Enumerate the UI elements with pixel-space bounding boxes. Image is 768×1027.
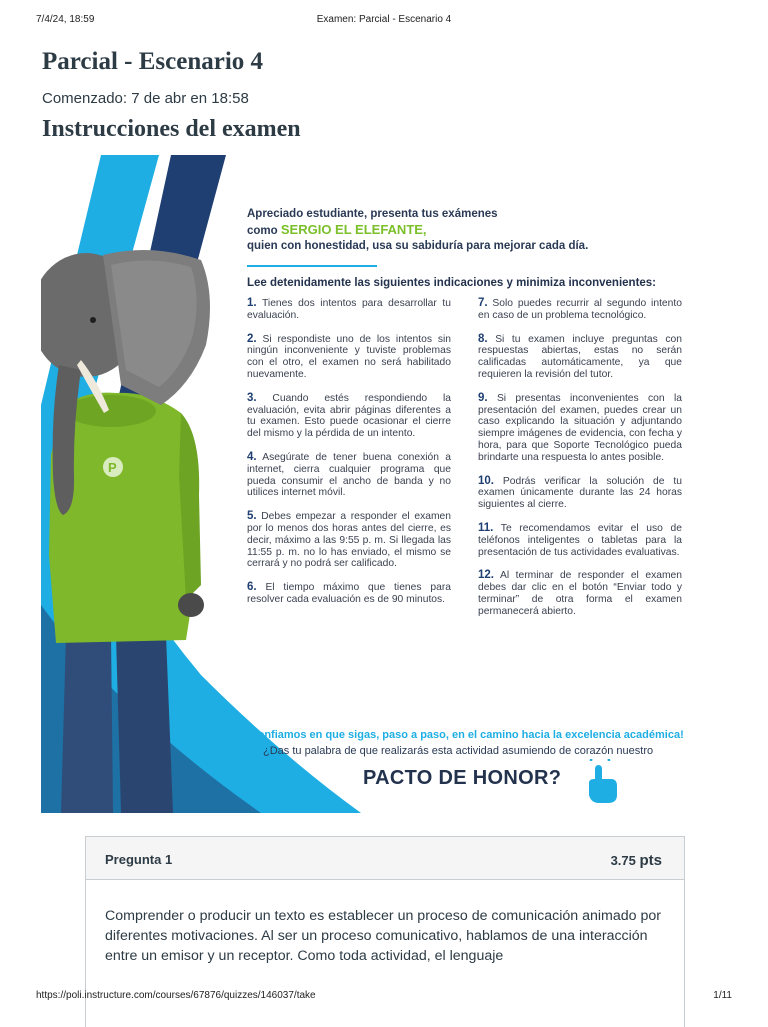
- rule-text: Te recomendamos evitar el uso de teléfonos inteligentes o tabletas para la presentación de tus actividades evaluativas.: [478, 522, 682, 558]
- rule-text: Al terminar de responder el examen debes dar clic en el botón “Enviar todo y terminar” de otra forma el examen permanecerá abierto.: [478, 570, 682, 617]
- rule-text: Podrás verificar la solución de tu examen únicamente durante las 24 horas siguientes al cierre.: [478, 475, 682, 511]
- rule-number: 12.: [478, 569, 494, 582]
- honor-pact-title: PACTO DE HONOR?: [363, 767, 562, 789]
- rule-text: Si presentas inconvenientes con la presentación del examen, puedes crear un caso explicando la situación y adjuntando siempre imágenes de evidencia, con fecha y hora, para que Soporte Tecnológico pueda brindarte una respuesta lo antes posible.: [478, 392, 682, 463]
- instructions-banner: [41, 155, 703, 813]
- svg-text:P: P: [108, 460, 117, 475]
- rule-number: 2.: [247, 332, 257, 345]
- rule-number: 5.: [247, 510, 257, 523]
- points-unit: pts: [639, 852, 662, 869]
- rule-number: 7.: [478, 297, 488, 309]
- greeting-como: como: [247, 225, 278, 237]
- print-datetime: 7/4/24, 18:59: [36, 14, 95, 25]
- rule-item: [247, 582, 451, 606]
- rule-number: 3.: [247, 391, 257, 404]
- closing-message: ¡Confiamos en que sigas, paso a paso, en el camino hacia la excelencia académica!: [246, 729, 684, 741]
- rule-item: [478, 334, 682, 381]
- honor-question: ¿Das tu palabra de que realizarás esta actividad asumiendo de corazón nuestro: [263, 745, 654, 757]
- print-doc-title: Examen: Parcial - Escenario 4: [316, 14, 452, 25]
- rule-item: [247, 393, 451, 440]
- rule-item: [247, 334, 451, 381]
- rule-number: 1.: [247, 297, 257, 309]
- started-timestamp: Comenzado: 7 de abr en 18:58: [42, 90, 249, 107]
- question-name: Pregunta 1: [105, 852, 173, 867]
- greeting-block: [247, 207, 667, 254]
- page-title: Parcial - Escenario 4: [42, 48, 264, 75]
- rule-text: El tiempo máximo que tienes para resolver cada evaluación es de 90 minutos.: [247, 582, 451, 605]
- rule-item: [478, 523, 682, 558]
- rule-text: Asegúrate de tener buena conexión a internet, cierra cualquier programa que pueda consumir el ancho de banda y no utilices internet móvil.: [247, 451, 451, 499]
- rule-text: Cuando estés respondiendo la evaluación, evita abrir páginas diferentes a tu examen. Esto puede ocasionar el cierre del mismo y la pérdida de un intento.: [247, 392, 451, 440]
- rule-item: [478, 476, 682, 511]
- rule-item: [247, 298, 451, 322]
- rule-text: Si respondiste uno de los intentos sin ningún inconveniente y tuviste problemas con el otro, el examen no será habilitado nuevamente.: [247, 333, 451, 380]
- question-text: Comprender o producir un texto es establecer un proceso de comunicación animado por diferentes motivaciones. Al ser un proceso comunicativo, hablamos de una interacción entre un emisor y un receptor. Como toda actividad, el lenguaje: [105, 908, 661, 964]
- rule-number: 11.: [478, 521, 494, 534]
- print-page-number: 1/11: [713, 990, 732, 1001]
- rule-number: 6.: [247, 581, 257, 594]
- question-points: [611, 852, 662, 869]
- print-header: [36, 14, 732, 28]
- question-header: [86, 837, 684, 880]
- instructions-title: Instrucciones del examen: [42, 116, 301, 142]
- rule-text: Debes empezar a responder el examen por lo menos dos horas antes del cierre, es decir, máximo a las 9:55 p. m. Si llegada las 11:55 p. m. no lo has enviado, el mismo se cerrará y no podrá ser calificado.: [247, 511, 451, 570]
- rules-column-right: [478, 298, 682, 630]
- instructions-heading: Lee detenidamente las siguientes indicaciones y minimiza inconvenientes:: [247, 277, 657, 289]
- divider-bar: [247, 265, 377, 267]
- rule-text: Si tu examen incluye preguntas con respuestas abiertas, estas no serán calificadas automáticamente, ya que requieren la revisión del tutor.: [478, 333, 682, 380]
- rule-item: [478, 570, 682, 617]
- rule-text: Tienes dos intentos para desarrollar tu evaluación.: [247, 298, 451, 321]
- rule-item: [478, 393, 682, 464]
- rule-number: 9.: [478, 391, 488, 404]
- greeting-highlight: SERGIO EL ELEFANTE,: [280, 222, 427, 237]
- pointing-hand-icon: [581, 759, 621, 805]
- rule-item: [478, 298, 682, 322]
- rules-column-left: [247, 298, 451, 618]
- rule-number: 8.: [478, 332, 488, 345]
- rule-item: [247, 511, 451, 570]
- rule-item: [247, 452, 451, 499]
- greeting-line-2: [247, 222, 667, 239]
- greeting-line-3: quien con honestidad, usa su sabiduría para mejorar cada día.: [247, 240, 589, 252]
- rule-number: 4.: [247, 450, 257, 463]
- rule-number: 10.: [478, 474, 494, 487]
- rule-text: Solo puedes recurrir al segundo intento en caso de un problema tecnológico.: [478, 298, 682, 321]
- points-value: 3.75: [610, 853, 636, 868]
- print-url: https://poli.instructure.com/courses/67876/quizzes/146037/take: [36, 990, 316, 1001]
- print-footer: [36, 990, 732, 1004]
- greeting-line-1: Apreciado estudiante, presenta tus exámenes: [247, 208, 498, 220]
